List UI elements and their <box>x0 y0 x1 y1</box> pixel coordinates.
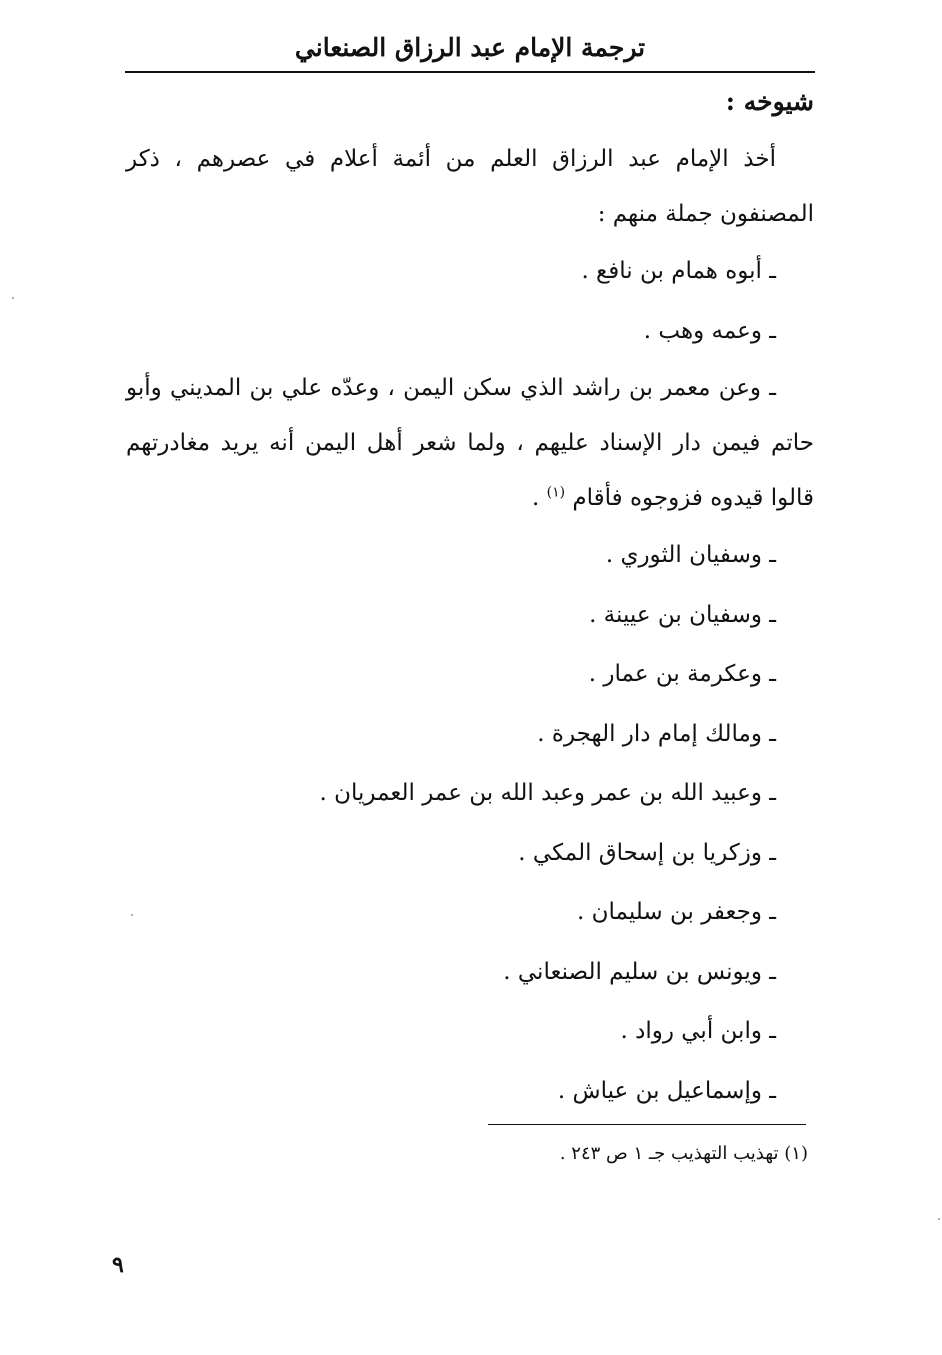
list-item: ـ وسفيان بن عيينة . <box>589 601 776 628</box>
scan-speck <box>938 1218 940 1220</box>
header-rule <box>125 71 815 73</box>
list-item: ـ وعكرمة بن عمار . <box>588 661 776 687</box>
scan-speck <box>131 914 133 916</box>
list-item: ـ وزكريا بن إسحاق المكي . <box>518 839 776 866</box>
intro-paragraph: أخذ الإمام عبد الرزاق العلم من أئمة أعلام في عصرهم ، ذكر المصنفون جملة منهم : <box>126 146 814 227</box>
list-item: ـ وعمه وهب . <box>643 317 776 344</box>
running-title: ترجمة الإمام عبد الرزاق الصنعاني <box>294 33 646 62</box>
footnote-reference: (١) <box>546 484 566 501</box>
section-heading: شيوخه : <box>725 87 814 116</box>
list-item: ـ ومالك إمام دار الهجرة . <box>537 720 776 747</box>
body-text <box>126 132 814 1121</box>
list-item: ـ وابن أبي رواد . <box>620 1018 776 1044</box>
muammar-end: . <box>532 485 547 511</box>
list-item: ـ أبوه همام بن نافع . <box>581 258 776 284</box>
page-number: ٩ <box>112 1252 124 1278</box>
list-item: ـ وعبيد الله بن عمر وعبد الله بن عمر العمريان . <box>319 780 776 806</box>
list-item: ـ وإسماعيل بن عياش . <box>557 1077 776 1104</box>
muammar-paragraph <box>126 361 814 526</box>
scan-speck <box>12 297 14 299</box>
list-item: ـ ويونس بن سليم الصنعاني . <box>503 958 776 985</box>
footnote: (١) تهذيب التهذيب جـ ١ ص ٢٤٣ . <box>559 1143 808 1164</box>
footnote-rule <box>488 1124 806 1125</box>
list-item: ـ وسفيان الثوري . <box>605 542 776 568</box>
list-item: ـ وجعفر بن سليمان . <box>577 899 776 925</box>
muammar-text: ـ وعن معمر بن راشد الذي سكن اليمن ، وعدّه علي بن المديني وأبو حاتم فيمن دار الإسناد عليهم ، ولما شعر أهل اليمن أنه يريد مغادرتهم قالوا قيدوه فزوجوه فأقام <box>126 375 814 511</box>
